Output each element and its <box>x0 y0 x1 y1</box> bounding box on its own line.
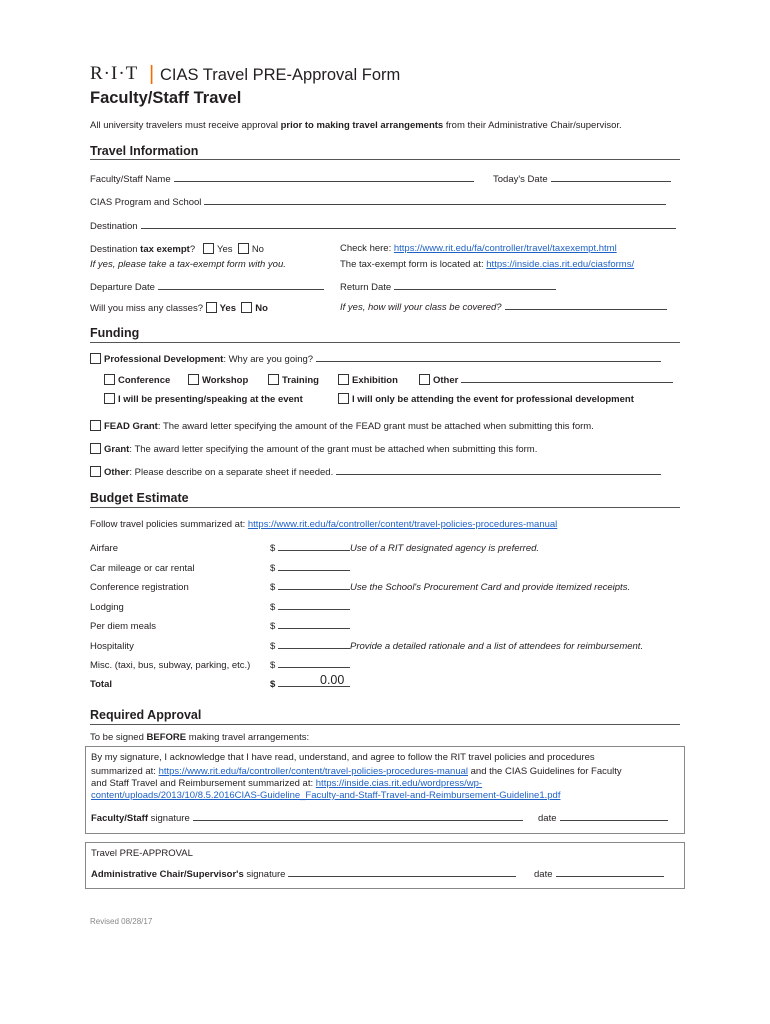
faculty-date-field[interactable] <box>560 820 668 821</box>
tax-exempt-note: If yes, please take a tax-exempt form with you. <box>90 259 286 270</box>
form-title: CIAS Travel PRE-Approval Form <box>160 66 401 84</box>
budget-amount-field[interactable] <box>278 667 350 668</box>
statement-line-2: summarized at: https://www.rit.edu/fa/controller/content/travel-policies-procedures-manual and the CIAS Guidelines for Faculty <box>91 766 622 777</box>
chair-signature-row: Administrative Chair/Supervisor's signature <box>91 869 519 880</box>
faculty-staff-name-field[interactable] <box>174 181 474 182</box>
miss-classes-row: Will you miss any classes? Yes No <box>90 303 268 314</box>
budget-row-label: Hospitality <box>90 640 134 652</box>
cias-forms-link[interactable]: https://inside.cias.rit.edu/ciasforms/ <box>486 259 635 270</box>
budget-amount-field[interactable] <box>278 589 350 590</box>
dollar-sign: $ <box>270 621 276 632</box>
class-coverage-row: If yes, how will your class be covered? <box>340 302 670 313</box>
faculty-signature-field[interactable] <box>193 820 523 821</box>
other-funding-row: Other: Please describe on a separate sheet if needed. <box>90 466 664 478</box>
option-other: Other <box>419 374 676 386</box>
exhibition-checkbox[interactable] <box>338 374 349 385</box>
conference-checkbox[interactable] <box>104 374 115 385</box>
todays-date-field[interactable] <box>551 181 671 182</box>
tax-exempt-check-row: Check here: https://www.rit.edu/fa/controller/travel/taxexempt.html <box>340 243 617 254</box>
tax-exempt-no-checkbox[interactable] <box>238 243 249 254</box>
section-required-approval: Required Approval <box>90 708 202 722</box>
section-rule <box>90 724 680 725</box>
return-date-field[interactable] <box>394 289 556 290</box>
other-option-field[interactable] <box>461 382 673 383</box>
other-funding-field[interactable] <box>336 474 661 475</box>
departure-date-row: Departure Date <box>90 282 327 293</box>
grant-checkbox[interactable] <box>90 443 101 454</box>
budget-amount-field[interactable] <box>278 609 350 610</box>
fead-grant-row: FEAD Grant: The award letter specifying the amount of the FEAD grant must be attached when submitting this form. <box>90 420 594 432</box>
chair-date-row: date <box>534 869 667 880</box>
cias-guidelines-link-cont[interactable]: content/uploads/2013/10/8.5.2016CIAS-Guideline_Faculty-and-Staff-Travel-and-Reimbursement-Guideline1.pdf <box>91 790 561 801</box>
logo-divider: | <box>149 63 155 85</box>
training-checkbox[interactable] <box>268 374 279 385</box>
budget-row-label: Car mileage or car rental <box>90 562 195 574</box>
intro-text: All university travelers must receive approval prior to making travel arrangements from their Administrative Chair/supervisor. <box>90 120 622 131</box>
budget-amount-field[interactable] <box>278 628 350 629</box>
class-coverage-field[interactable] <box>505 309 667 310</box>
presenting-checkbox[interactable] <box>104 393 115 404</box>
chair-signature-field[interactable] <box>288 876 516 877</box>
budget-amount-field[interactable] <box>278 570 350 571</box>
budget-total-label: Total <box>90 679 112 690</box>
option-exhibition: Exhibition <box>338 374 398 386</box>
presenting-row: I will be presenting/speaking at the event <box>104 393 303 405</box>
dollar-sign: $ <box>270 582 276 593</box>
destination-row: Destination <box>90 221 679 232</box>
to-be-signed-text: To be signed BEFORE making travel arrangements: <box>90 732 310 743</box>
faculty-staff-name-row: Faculty/Staff Name <box>90 174 477 185</box>
budget-row-amount <box>270 543 353 554</box>
budget-amount-field[interactable] <box>278 550 350 551</box>
chair-date-field[interactable] <box>556 876 664 877</box>
budget-amount-field[interactable] <box>278 648 350 649</box>
budget-row-label: Conference registration <box>90 582 189 593</box>
option-training: Training <box>268 374 319 386</box>
budget-follow-row: Follow travel policies summarized at: https://www.rit.edu/fa/controller/content/travel-policies-procedures-manual <box>90 519 558 530</box>
section-rule <box>90 159 680 160</box>
dollar-sign: $ <box>270 660 276 671</box>
workshop-checkbox[interactable] <box>188 374 199 385</box>
budget-row-note: Provide a detailed rationale and a list of attendees for reimbursement. <box>350 640 644 652</box>
rit-logo: R·I·T <box>90 63 139 84</box>
statement-policies-link[interactable]: https://www.rit.edu/fa/controller/content/travel-policies-procedures-manual <box>158 766 468 777</box>
budget-row-amount <box>270 563 353 574</box>
attending-row: I will only be attending the event for professional development <box>338 393 634 405</box>
miss-classes-no-checkbox[interactable] <box>241 302 252 313</box>
statement-line-4 <box>91 790 560 801</box>
budget-row-label: Airfare <box>90 543 118 554</box>
section-rule <box>90 507 680 508</box>
budget-row-amount <box>270 660 353 671</box>
fead-grant-checkbox[interactable] <box>90 420 101 431</box>
travel-policies-link[interactable]: https://www.rit.edu/fa/controller/content/travel-policies-procedures-manual <box>247 519 558 530</box>
section-travel-information: Travel Information <box>90 144 199 158</box>
todays-date-row: Today's Date <box>493 174 674 185</box>
budget-total-row: $ <box>270 679 353 690</box>
other-option-checkbox[interactable] <box>419 374 430 385</box>
why-going-field[interactable] <box>316 361 661 362</box>
miss-classes-yes-checkbox[interactable] <box>206 302 217 313</box>
departure-date-field[interactable] <box>158 289 324 290</box>
dollar-sign: $ <box>270 543 276 554</box>
section-budget-estimate: Budget Estimate <box>90 491 189 505</box>
budget-row-label: Misc. (taxi, bus, subway, parking, etc.) <box>90 660 251 671</box>
professional-development-checkbox[interactable] <box>90 353 101 364</box>
option-workshop: Workshop <box>188 374 248 386</box>
dollar-sign: $ <box>270 640 276 652</box>
pre-approval-label: Travel PRE-APPROVAL <box>91 848 193 859</box>
destination-field[interactable] <box>141 228 676 229</box>
tax-exempt-yes-checkbox[interactable] <box>203 243 214 254</box>
budget-row-amount <box>270 641 353 652</box>
return-date-row: Return Date <box>340 282 559 293</box>
statement-line-3: and Staff Travel and Reimbursement summarized at: https://inside.cias.rit.edu/wordpress/wp- <box>91 778 483 789</box>
budget-row-label: Per diem meals <box>90 621 156 632</box>
section-funding: Funding <box>90 326 140 340</box>
grant-row: Grant: The award letter specifying the amount of the grant must be attached when submitting this form. <box>90 443 537 455</box>
budget-row-amount <box>270 602 353 613</box>
faculty-signature-row: Faculty/Staff signature <box>91 813 526 824</box>
budget-row-note: Use the School's Procurement Card and provide itemized receipts. <box>350 582 631 593</box>
tax-form-location-row: The tax-exempt form is located at: https://inside.cias.rit.edu/ciasforms/ <box>340 259 635 270</box>
budget-total-value: 0.00 <box>320 673 345 687</box>
budget-row-amount <box>270 621 353 632</box>
tax-exempt-row: Destination tax exempt? Yes No <box>90 244 264 255</box>
form-subtitle: Faculty/Staff Travel <box>90 89 242 107</box>
other-funding-checkbox[interactable] <box>90 466 101 477</box>
budget-row-label: Lodging <box>90 601 124 613</box>
faculty-date-row: date <box>538 813 671 824</box>
budget-row-note: Use of a RIT designated agency is preferred. <box>350 543 540 554</box>
cias-guidelines-link[interactable]: https://inside.cias.rit.edu/wordpress/wp- <box>315 778 483 789</box>
revision-date: Revised 08/28/17 <box>90 917 153 926</box>
budget-row-amount <box>270 582 353 593</box>
section-rule <box>90 342 680 343</box>
program-school-field[interactable] <box>204 204 666 205</box>
statement-line-1: By my signature, I acknowledge that I have read, understand, and agree to follow the RIT travel policies and procedures <box>91 752 595 763</box>
dollar-sign: $ <box>270 562 276 574</box>
tax-exempt-link[interactable]: https://www.rit.edu/fa/controller/travel/taxexempt.html <box>393 243 617 254</box>
professional-development-row: Professional Development: Why are you going? <box>90 353 664 365</box>
dollar-sign: $ <box>270 601 276 613</box>
attending-checkbox[interactable] <box>338 393 349 404</box>
option-conference: Conference <box>104 374 170 386</box>
program-school-row: CIAS Program and School <box>90 197 669 208</box>
